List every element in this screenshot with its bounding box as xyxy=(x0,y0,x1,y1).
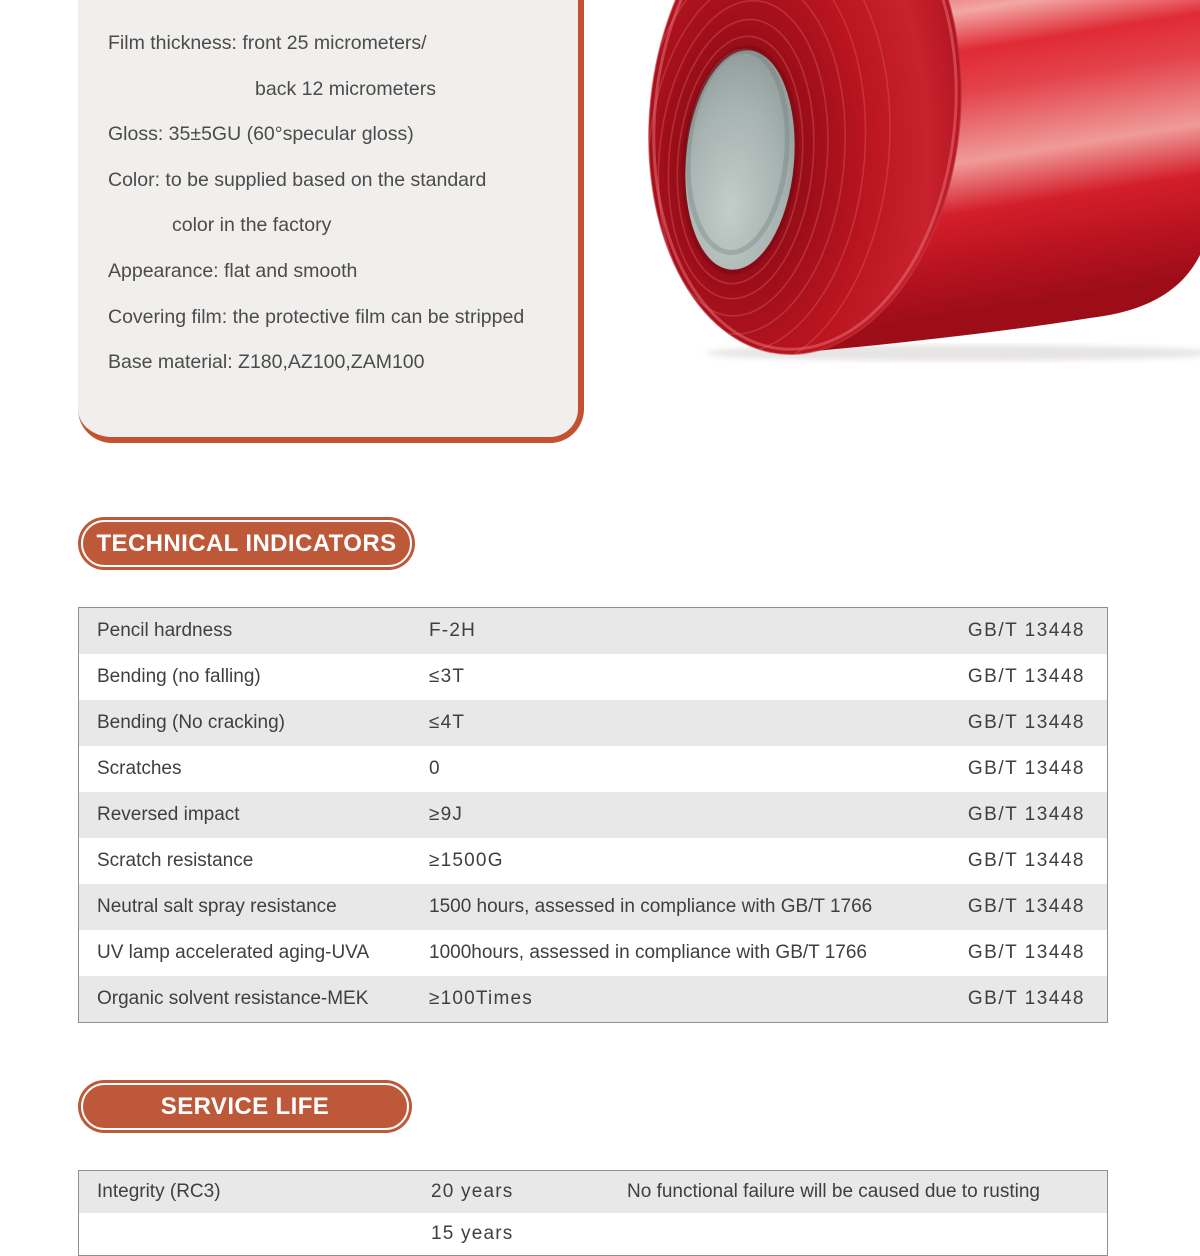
cell-indicator-value: ≥9J xyxy=(429,804,464,825)
cell-standard: GB/T 13448 xyxy=(967,804,1085,825)
cell-indicator-name: UV lamp accelerated aging-UVA xyxy=(97,942,370,963)
table-row xyxy=(79,654,1107,700)
cell-indicator-value: 1000hours, assessed in compliance with GB/T 1766 xyxy=(429,942,867,963)
cell-service-years: 20 years xyxy=(431,1181,514,1202)
cell-standard: GB/T 13448 xyxy=(967,620,1085,641)
cell-indicator-value: F-2H xyxy=(429,620,477,641)
table-row xyxy=(79,838,1107,884)
cell-indicator-name: Neutral salt spray resistance xyxy=(97,896,337,917)
spec-lines xyxy=(108,21,578,386)
cell-standard: GB/T 13448 xyxy=(967,896,1085,917)
section-pill-technical-indicators xyxy=(78,517,415,570)
section-pill-service-life xyxy=(78,1080,412,1133)
cell-indicator-name: Scratches xyxy=(97,758,182,779)
spec-line: Gloss: 35±5GU (60°specular gloss) xyxy=(108,123,414,146)
cell-indicator-name: Scratch resistance xyxy=(97,850,254,871)
cell-standard: GB/T 13448 xyxy=(967,942,1085,963)
cell-indicator-name: Reversed impact xyxy=(97,804,240,825)
section-title: SERVICE LIFE xyxy=(160,1092,330,1120)
service-life-table xyxy=(78,1170,1108,1256)
technical-indicators-table xyxy=(78,607,1108,1023)
table-row xyxy=(79,1171,1107,1213)
cell-service-name: Integrity (RC3) xyxy=(97,1181,221,1202)
table-row xyxy=(79,700,1107,746)
cell-indicator-value: 0 xyxy=(429,758,441,779)
table-row xyxy=(79,976,1107,1022)
spec-line: Covering film: the protective film can be stripped xyxy=(108,305,525,328)
table-row xyxy=(79,792,1107,838)
spec-line: Color: to be supplied based on the standard xyxy=(108,168,487,191)
table-row xyxy=(79,746,1107,792)
table-row xyxy=(79,884,1107,930)
cell-indicator-name: Bending (no falling) xyxy=(97,666,261,687)
cell-standard: GB/T 13448 xyxy=(967,758,1085,779)
cell-indicator-value: ≥100Times xyxy=(429,988,533,1009)
cell-indicator-value: ≤3T xyxy=(429,666,466,687)
table-row xyxy=(79,1213,1107,1255)
cell-indicator-value: ≥1500G xyxy=(429,850,504,871)
table-row xyxy=(79,930,1107,976)
product-spec-card xyxy=(78,0,584,443)
cell-indicator-name: Pencil hardness xyxy=(97,620,233,641)
table-row xyxy=(79,608,1107,654)
cell-indicator-value: ≤4T xyxy=(429,712,466,733)
cell-standard: GB/T 13448 xyxy=(967,666,1085,687)
cell-indicator-name: Bending (No cracking) xyxy=(97,712,285,733)
section-title: TECHNICAL INDICATORS xyxy=(96,529,397,557)
spec-line: color in the factory xyxy=(172,214,332,237)
spec-line: Base material: Z180,AZ100,ZAM100 xyxy=(108,351,425,374)
cell-standard: GB/T 13448 xyxy=(967,850,1085,871)
cell-standard: GB/T 13448 xyxy=(967,988,1085,1009)
coil-product-image xyxy=(620,0,1200,365)
spec-line: Film thickness: front 25 micrometers/ xyxy=(108,32,427,54)
cell-service-years: 15 years xyxy=(431,1223,514,1244)
spec-line: Appearance: flat and smooth xyxy=(108,259,358,282)
cell-service-description: No functional failure will be caused due to rusting xyxy=(627,1181,1040,1202)
cell-indicator-name: Organic solvent resistance-MEK xyxy=(97,988,369,1009)
cell-indicator-value: 1500 hours, assessed in compliance with GB/T 1766 xyxy=(429,896,873,917)
cell-standard: GB/T 13448 xyxy=(967,712,1085,733)
spec-line: back 12 micrometers xyxy=(255,77,436,100)
